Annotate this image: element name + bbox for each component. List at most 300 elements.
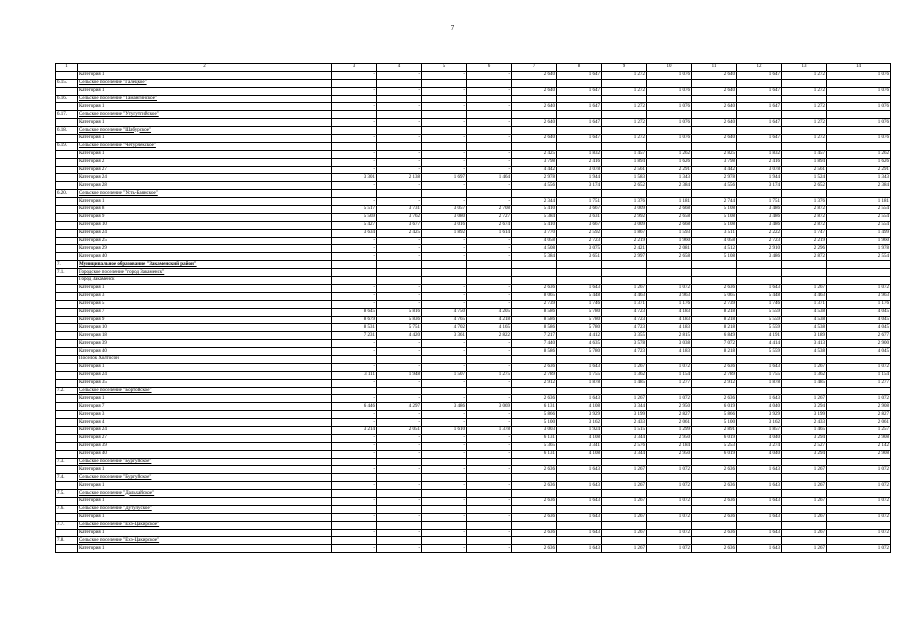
value-cell bbox=[332, 505, 377, 513]
value-cell bbox=[557, 490, 602, 498]
row-label-cell: Категория 1 bbox=[78, 545, 332, 553]
value-cell: 1 267 bbox=[782, 395, 827, 403]
value-cell: 2 789 bbox=[512, 371, 557, 379]
row-number-cell: 7.4. bbox=[56, 474, 78, 482]
value-cell bbox=[377, 521, 422, 529]
value-cell: - bbox=[422, 419, 467, 427]
value-cell bbox=[422, 277, 467, 285]
value-cell bbox=[512, 79, 557, 87]
row-number-cell bbox=[56, 292, 78, 300]
value-cell: 1 507 bbox=[422, 371, 467, 379]
value-cell: - bbox=[422, 300, 467, 308]
value-cell bbox=[737, 458, 782, 466]
row-number-cell bbox=[56, 434, 78, 442]
table-row bbox=[56, 198, 891, 206]
value-cell bbox=[782, 142, 827, 150]
row-number-cell bbox=[56, 529, 78, 537]
value-cell: 2 677 bbox=[827, 332, 891, 340]
row-label-cell: Сельское поселение "Бортойское" bbox=[78, 387, 332, 395]
value-cell: 1 299 bbox=[647, 426, 692, 434]
value-cell: 2 051 bbox=[377, 426, 422, 434]
table-row bbox=[56, 119, 891, 127]
row-number-cell: 7.1. bbox=[56, 269, 78, 277]
value-cell: 5 253 bbox=[692, 442, 737, 450]
value-cell: - bbox=[377, 419, 422, 427]
value-cell: 5 448 bbox=[737, 292, 782, 300]
value-cell: 1 275 bbox=[467, 371, 512, 379]
row-number-cell: 7. bbox=[56, 261, 78, 269]
value-cell: 4 040 bbox=[737, 450, 782, 458]
value-cell bbox=[602, 355, 647, 363]
value-cell bbox=[692, 142, 737, 150]
row-number-cell: 6.15. bbox=[56, 79, 78, 87]
value-cell: 1 072 bbox=[647, 395, 692, 403]
value-cell: 1 072 bbox=[827, 545, 891, 553]
value-cell: - bbox=[467, 348, 512, 356]
row-label-cell: Поселок Холтосон bbox=[78, 355, 332, 363]
value-cell bbox=[692, 490, 737, 498]
value-cell: 1 647 bbox=[737, 103, 782, 111]
value-cell: 2 822 bbox=[467, 332, 512, 340]
value-cell bbox=[827, 79, 891, 87]
row-number-cell: 6.17. bbox=[56, 111, 78, 119]
value-cell: 2 433 bbox=[782, 419, 827, 427]
value-cell: 2 640 bbox=[512, 135, 557, 143]
value-cell bbox=[332, 127, 377, 135]
value-cell: - bbox=[422, 119, 467, 127]
value-cell: - bbox=[467, 158, 512, 166]
value-cell: 3 078 bbox=[737, 166, 782, 174]
value-cell bbox=[647, 142, 692, 150]
value-cell: 1 272 bbox=[602, 135, 647, 143]
value-cell: - bbox=[422, 482, 467, 490]
value-cell: - bbox=[467, 513, 512, 521]
table-row bbox=[56, 142, 891, 150]
value-cell: 5 410 bbox=[512, 221, 557, 229]
value-cell: 1 262 bbox=[647, 150, 692, 158]
value-cell: 2 291 bbox=[827, 166, 891, 174]
value-cell: 4 297 bbox=[377, 403, 422, 411]
value-cell: 1 647 bbox=[557, 87, 602, 95]
value-cell bbox=[557, 261, 602, 269]
value-cell bbox=[647, 355, 692, 363]
value-cell: 1 072 bbox=[647, 284, 692, 292]
value-cell: 2 636 bbox=[692, 363, 737, 371]
value-cell: 1 485 bbox=[602, 379, 647, 387]
value-cell: - bbox=[332, 158, 377, 166]
value-cell: 1 643 bbox=[557, 395, 602, 403]
value-cell: 3 929 bbox=[737, 411, 782, 419]
row-label-cell: Сельское поселение "Ехэ-Цакирское" bbox=[78, 521, 332, 529]
value-cell: - bbox=[377, 529, 422, 537]
value-cell: - bbox=[467, 442, 512, 450]
row-number-cell bbox=[56, 245, 78, 253]
value-cell: 1 960 bbox=[647, 237, 692, 245]
value-cell: 3 344 bbox=[602, 403, 647, 411]
value-cell: 5 559 bbox=[737, 324, 782, 332]
header-row bbox=[56, 64, 891, 72]
value-cell: - bbox=[422, 411, 467, 419]
value-cell bbox=[647, 521, 692, 529]
value-cell: 4 723 bbox=[602, 348, 647, 356]
value-cell: - bbox=[422, 513, 467, 521]
header-cell: 12 bbox=[737, 64, 782, 72]
row-number-cell bbox=[56, 513, 78, 521]
row-number-cell bbox=[56, 497, 78, 505]
value-cell: 7 231 bbox=[332, 332, 377, 340]
value-cell: - bbox=[332, 135, 377, 143]
table-row bbox=[56, 466, 891, 474]
row-label-cell: Сельское поселение "Четурчекское" bbox=[78, 142, 332, 150]
value-cell: 2 636 bbox=[692, 545, 737, 553]
value-cell: 1 944 bbox=[557, 174, 602, 182]
row-label-cell: Категория 7 bbox=[78, 308, 332, 316]
value-cell: 2 636 bbox=[512, 497, 557, 505]
value-cell: 2 636 bbox=[512, 545, 557, 553]
value-cell: 2 561 bbox=[602, 166, 647, 174]
value-cell bbox=[377, 261, 422, 269]
value-cell: 1 643 bbox=[557, 363, 602, 371]
value-cell: - bbox=[332, 237, 377, 245]
header-cell: 4 bbox=[377, 64, 422, 72]
value-cell: 1 978 bbox=[827, 245, 891, 253]
value-cell: 8 645 bbox=[332, 308, 377, 316]
tariff-table bbox=[55, 63, 891, 553]
value-cell: 2 421 bbox=[602, 245, 647, 253]
value-cell: 1 176 bbox=[827, 300, 891, 308]
value-cell bbox=[692, 127, 737, 135]
table-row bbox=[56, 450, 891, 458]
value-cell: 2 910 bbox=[737, 245, 782, 253]
value-cell: 8 218 bbox=[692, 324, 737, 332]
value-cell: 2 138 bbox=[377, 174, 422, 182]
table-row bbox=[56, 269, 891, 277]
value-cell bbox=[557, 474, 602, 482]
value-cell: - bbox=[467, 482, 512, 490]
value-cell bbox=[332, 95, 377, 103]
value-cell: 5 365 bbox=[512, 442, 557, 450]
value-cell: 5 780 bbox=[557, 308, 602, 316]
value-cell: - bbox=[467, 284, 512, 292]
value-cell: 3 078 bbox=[557, 166, 602, 174]
value-cell bbox=[647, 387, 692, 395]
value-cell: 1 643 bbox=[557, 466, 602, 474]
value-cell: - bbox=[332, 482, 377, 490]
table-row bbox=[56, 545, 891, 553]
row-number-cell bbox=[56, 403, 78, 411]
value-cell: - bbox=[467, 545, 512, 553]
header-cell: 9 bbox=[602, 64, 647, 72]
value-cell: 2 592 bbox=[557, 229, 602, 237]
value-cell: 2 640 bbox=[692, 103, 737, 111]
value-cell: - bbox=[422, 103, 467, 111]
table-row bbox=[56, 387, 891, 395]
value-cell: 4 556 bbox=[512, 182, 557, 190]
value-cell: 3 294 bbox=[782, 450, 827, 458]
table-row bbox=[56, 395, 891, 403]
value-cell bbox=[782, 505, 827, 513]
value-cell: 2 727 bbox=[467, 213, 512, 221]
table-row bbox=[56, 482, 891, 490]
row-number-cell: 7.7. bbox=[56, 521, 78, 529]
value-cell bbox=[692, 261, 737, 269]
table-row bbox=[56, 87, 891, 95]
value-cell: 3 274 bbox=[737, 442, 782, 450]
value-cell bbox=[332, 190, 377, 198]
table-row bbox=[56, 221, 891, 229]
value-cell: - bbox=[422, 237, 467, 245]
value-cell: 1 647 bbox=[737, 71, 782, 79]
value-cell bbox=[782, 190, 827, 198]
value-cell: 1 072 bbox=[827, 284, 891, 292]
value-cell: 1 643 bbox=[737, 513, 782, 521]
row-number-cell bbox=[56, 426, 78, 434]
value-cell bbox=[782, 277, 827, 285]
value-cell: - bbox=[422, 348, 467, 356]
value-cell bbox=[782, 387, 827, 395]
value-cell: 5 780 bbox=[557, 324, 602, 332]
value-cell: - bbox=[332, 166, 377, 174]
value-cell: - bbox=[332, 253, 377, 261]
value-cell: - bbox=[332, 284, 377, 292]
value-cell: 3 731 bbox=[377, 206, 422, 214]
value-cell bbox=[467, 505, 512, 513]
value-cell bbox=[332, 458, 377, 466]
value-cell bbox=[467, 95, 512, 103]
value-cell bbox=[827, 277, 891, 285]
value-cell: 1 647 bbox=[557, 103, 602, 111]
table-row bbox=[56, 284, 891, 292]
table-row bbox=[56, 127, 891, 135]
value-cell: 4 183 bbox=[647, 324, 692, 332]
table-row bbox=[56, 419, 891, 427]
value-cell: - bbox=[332, 71, 377, 79]
value-cell bbox=[557, 521, 602, 529]
value-cell: 4 108 bbox=[557, 403, 602, 411]
value-cell: 1 267 bbox=[782, 482, 827, 490]
header-cell: 7 bbox=[512, 64, 557, 72]
value-cell: 1 072 bbox=[647, 466, 692, 474]
value-cell bbox=[647, 111, 692, 119]
row-label-cell: Категория 24 bbox=[78, 426, 332, 434]
value-cell bbox=[692, 458, 737, 466]
value-cell: - bbox=[377, 87, 422, 95]
value-cell bbox=[692, 537, 737, 545]
row-label-cell: Категория 1 bbox=[78, 529, 332, 537]
value-cell: 1 944 bbox=[737, 174, 782, 182]
row-number-cell bbox=[56, 284, 78, 292]
table-row bbox=[56, 135, 891, 143]
row-label-cell: Категория 10 bbox=[78, 324, 332, 332]
value-cell: 8 531 bbox=[332, 324, 377, 332]
value-cell: - bbox=[377, 482, 422, 490]
value-cell bbox=[827, 127, 891, 135]
value-cell: - bbox=[377, 292, 422, 300]
value-cell bbox=[332, 355, 377, 363]
value-cell: 1 272 bbox=[782, 135, 827, 143]
value-cell: 3 016 bbox=[422, 221, 467, 229]
value-cell: 6 019 bbox=[692, 450, 737, 458]
value-cell: - bbox=[332, 545, 377, 553]
row-label-cell: Категория 18 bbox=[78, 332, 332, 340]
value-cell: - bbox=[422, 442, 467, 450]
value-cell: 2 640 bbox=[692, 87, 737, 95]
value-cell: 1 343 bbox=[647, 174, 692, 182]
value-cell: 4 463 bbox=[602, 292, 647, 300]
value-cell: - bbox=[467, 300, 512, 308]
table-row bbox=[56, 505, 891, 513]
value-cell: 1 072 bbox=[827, 513, 891, 521]
row-number-cell bbox=[56, 237, 78, 245]
value-cell: - bbox=[467, 419, 512, 427]
row-label-cell: Категория 1 bbox=[78, 497, 332, 505]
value-cell: - bbox=[422, 87, 467, 95]
value-cell: 1 262 bbox=[827, 150, 891, 158]
value-cell bbox=[467, 142, 512, 150]
value-cell: 1 643 bbox=[737, 529, 782, 537]
value-cell: - bbox=[422, 529, 467, 537]
value-cell bbox=[647, 79, 692, 87]
value-cell: 4 058 bbox=[692, 237, 737, 245]
value-cell: 2 219 bbox=[602, 237, 647, 245]
row-number-cell: 6.18. bbox=[56, 127, 78, 135]
value-cell: - bbox=[422, 340, 467, 348]
value-cell bbox=[737, 79, 782, 87]
row-label-cell: Категория 39 bbox=[78, 340, 332, 348]
value-cell: 1 583 bbox=[602, 174, 647, 182]
value-cell bbox=[602, 458, 647, 466]
value-cell: 3 294 bbox=[782, 434, 827, 442]
value-cell: 1 072 bbox=[827, 363, 891, 371]
value-cell: 1 524 bbox=[782, 174, 827, 182]
value-cell: - bbox=[422, 166, 467, 174]
value-cell bbox=[377, 277, 422, 285]
value-cell: 2 636 bbox=[512, 482, 557, 490]
value-cell: 2 872 bbox=[782, 253, 827, 261]
value-cell: 4 538 bbox=[782, 348, 827, 356]
value-cell: 2 219 bbox=[782, 237, 827, 245]
value-cell bbox=[377, 474, 422, 482]
value-cell bbox=[422, 95, 467, 103]
value-cell: 1 647 bbox=[557, 119, 602, 127]
value-cell: - bbox=[467, 237, 512, 245]
table-row bbox=[56, 206, 891, 214]
value-cell: 1 894 bbox=[602, 158, 647, 166]
value-cell: 3 294 bbox=[782, 403, 827, 411]
value-cell: 1 755 bbox=[557, 371, 602, 379]
value-cell: 4 045 bbox=[827, 316, 891, 324]
value-cell: 3 798 bbox=[512, 158, 557, 166]
header-cell: 1 bbox=[56, 64, 78, 72]
row-number-cell bbox=[56, 158, 78, 166]
value-cell: 1 378 bbox=[467, 426, 512, 434]
value-cell: - bbox=[377, 119, 422, 127]
value-cell: 6 446 bbox=[332, 403, 377, 411]
value-cell bbox=[377, 490, 422, 498]
row-number-cell bbox=[56, 308, 78, 316]
value-cell: - bbox=[377, 135, 422, 143]
row-number-cell bbox=[56, 87, 78, 95]
value-cell: - bbox=[467, 245, 512, 253]
value-cell: 5 108 bbox=[692, 221, 737, 229]
value-cell bbox=[512, 277, 557, 285]
value-cell: 1 267 bbox=[602, 529, 647, 537]
value-cell: 1 643 bbox=[557, 513, 602, 521]
row-number-cell bbox=[56, 363, 78, 371]
value-cell bbox=[422, 261, 467, 269]
row-label-cell: Категория 2 bbox=[78, 158, 332, 166]
value-cell: 1 643 bbox=[557, 284, 602, 292]
value-cell bbox=[422, 537, 467, 545]
value-cell: 1 362 bbox=[602, 371, 647, 379]
value-cell: - bbox=[332, 395, 377, 403]
value-cell: - bbox=[377, 379, 422, 387]
value-cell: 2 908 bbox=[827, 403, 891, 411]
header-cell: 13 bbox=[782, 64, 827, 72]
value-cell: - bbox=[467, 182, 512, 190]
value-cell: 2 184 bbox=[647, 442, 692, 450]
row-number-cell bbox=[56, 277, 78, 285]
value-cell: 1 267 bbox=[782, 497, 827, 505]
value-cell: 8 679 bbox=[332, 316, 377, 324]
row-number-cell bbox=[56, 379, 78, 387]
row-label-cell: Категория 40 bbox=[78, 348, 332, 356]
value-cell: 1 272 bbox=[782, 71, 827, 79]
row-number-cell: 6.16. bbox=[56, 95, 78, 103]
row-number-cell bbox=[56, 182, 78, 190]
value-cell: 2 827 bbox=[647, 411, 692, 419]
value-cell bbox=[692, 277, 737, 285]
value-cell bbox=[332, 537, 377, 545]
value-cell: 2 950 bbox=[647, 403, 692, 411]
value-cell bbox=[377, 537, 422, 545]
value-cell: 1 457 bbox=[602, 150, 647, 158]
value-cell: 2 992 bbox=[602, 213, 647, 221]
value-cell bbox=[602, 537, 647, 545]
value-cell: 1 267 bbox=[602, 395, 647, 403]
header-cell: 10 bbox=[647, 64, 692, 72]
value-cell: 2 636 bbox=[692, 529, 737, 537]
value-cell: 3 199 bbox=[782, 411, 827, 419]
value-cell: 8 218 bbox=[692, 316, 737, 324]
row-label-cell: Категория 1 bbox=[78, 135, 332, 143]
value-cell bbox=[422, 474, 467, 482]
value-cell: - bbox=[377, 158, 422, 166]
value-cell: 2 668 bbox=[647, 206, 692, 214]
value-cell bbox=[647, 537, 692, 545]
value-cell: 2 576 bbox=[602, 442, 647, 450]
row-number-cell bbox=[56, 411, 78, 419]
value-cell bbox=[602, 277, 647, 285]
value-cell: - bbox=[422, 434, 467, 442]
value-cell: 4 750 bbox=[422, 308, 467, 316]
value-cell bbox=[557, 387, 602, 395]
value-cell: 2 554 bbox=[827, 213, 891, 221]
value-cell: 1 878 bbox=[737, 379, 782, 387]
value-cell bbox=[557, 190, 602, 198]
value-cell bbox=[647, 127, 692, 135]
table-row bbox=[56, 316, 891, 324]
value-cell: 1 751 bbox=[557, 198, 602, 206]
value-cell bbox=[467, 79, 512, 87]
value-cell: 2 908 bbox=[827, 434, 891, 442]
row-label-cell: Категория 4 bbox=[78, 419, 332, 427]
value-cell bbox=[737, 387, 782, 395]
value-cell: 2 723 bbox=[737, 237, 782, 245]
value-cell: 1 072 bbox=[647, 545, 692, 553]
value-cell: 7 072 bbox=[692, 340, 737, 348]
value-cell: 4 463 bbox=[782, 292, 827, 300]
